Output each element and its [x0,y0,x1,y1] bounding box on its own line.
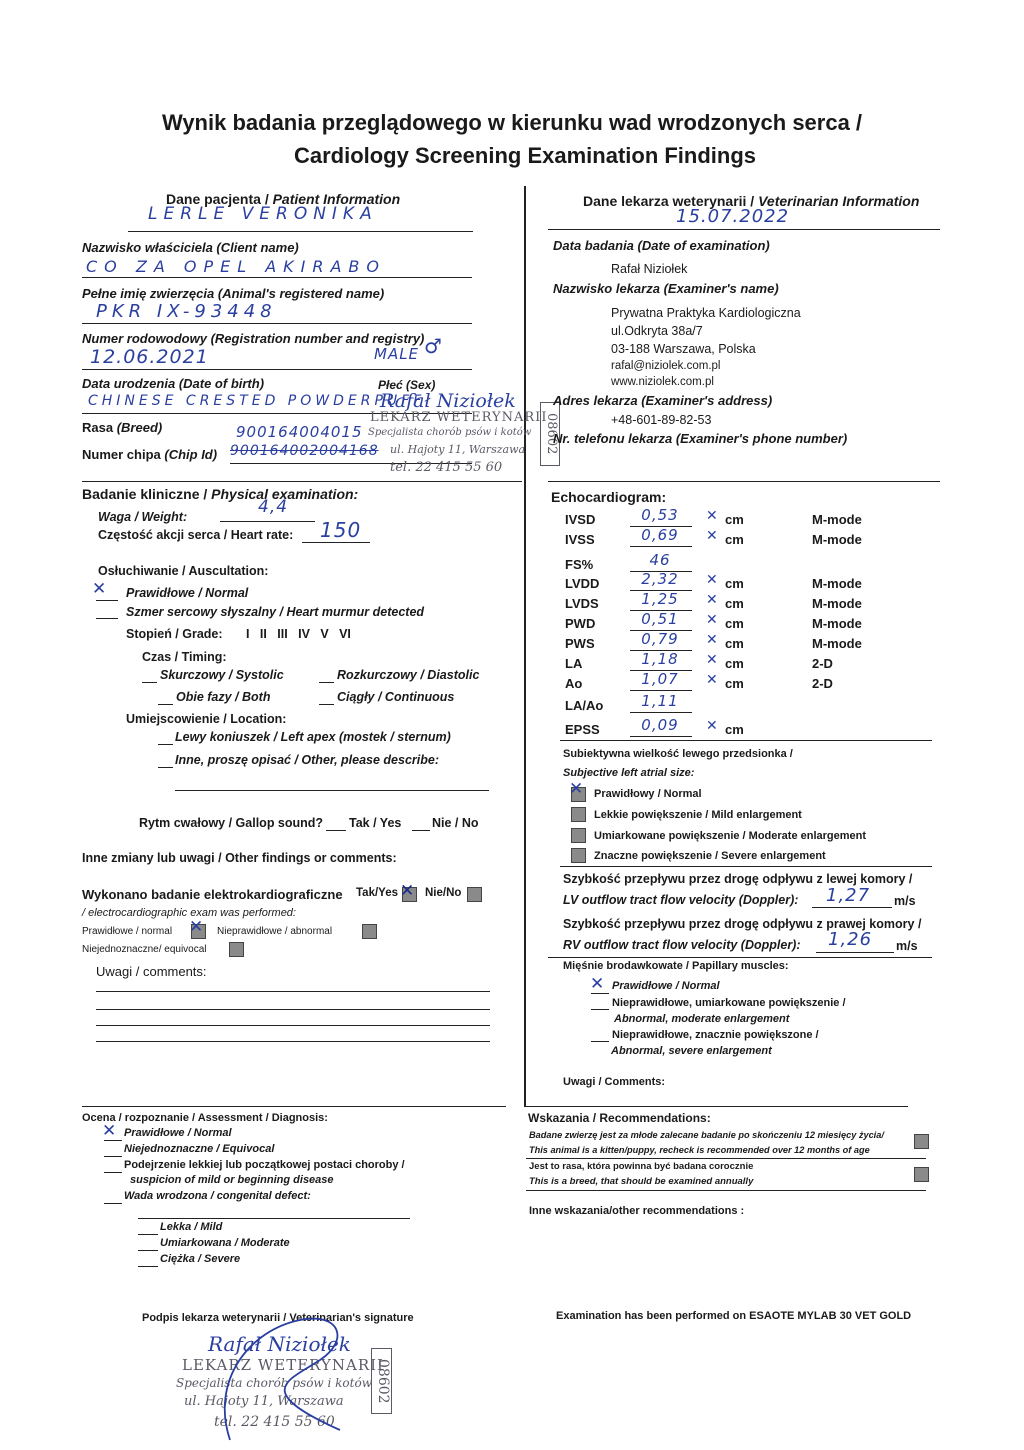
echo-label-epss: EPSS [565,722,600,737]
registered-name-value: PKR IX-93448 [96,301,277,322]
ecg-comment-line-4 [96,1041,490,1042]
device-note: Examination has been performed on ESAOTE MYLAB 30 VET GOLD [556,1310,912,1322]
gallop-yes-label: Tak / Yes [349,816,402,830]
gallop-no-blank [412,830,430,831]
examiner-website: www.niziolek.com.pl [611,376,714,388]
assessment-defect-line [138,1218,410,1219]
echo-unit: cm [725,676,744,691]
ecg-comments-label: Uwagi / comments: [96,964,207,979]
registration-line [82,369,472,370]
other-blank [158,767,173,768]
diastolic-blank [319,682,334,683]
location-label: Umiejscowienie / Location: [126,712,287,726]
exam-date-label: Data badania (Date of examination) [553,238,770,253]
recommend-annual-checkbox[interactable] [914,1167,929,1182]
echo-value-epss: 0,09 [641,716,679,734]
recommend-other-label: Inne wskazania/other recommendations : [529,1205,745,1217]
recommend-annual-line [526,1190,926,1191]
ecg-normal-label: Prawidłowe / normal [82,926,173,937]
continuous-label: Ciągły / Continuous [337,690,455,704]
pap-normal-check-mark: ✕ [590,974,605,994]
papillary-label: Mięśnie brodawkowate / Papillary muscles: [563,960,789,972]
pap-severe-blank [591,1041,609,1042]
echo-mode: 2-D [812,656,833,671]
la-size-label-pl: Subiektywna wielkość lewego przedsionka / [563,748,793,760]
defect-severe-label: Ciężka / Severe [160,1253,241,1265]
examiner-address-2: ul.Odkryta 38a/7 [611,324,703,338]
signature-scribble [190,1300,370,1450]
page-title-pl: Wynik badania przeglądowego w kierunku wad wrodzonych serca / [161,110,863,135]
ecg-comment-line-2 [96,1009,490,1010]
assessment-defect-label: Wada wrodzona / congenital defect: [124,1190,311,1202]
examiner-email: rafal@niziolek.com.pl [611,360,721,372]
ecg-normal-check-mark: ✕ [189,917,204,937]
echo-unit-check-mark: ✕ [706,612,718,628]
other-location-label: Inne, proszę opisać / Other, please describe: [175,753,439,767]
ecg-abnormal-label: Nieprawidłowe / abnormal [217,926,333,937]
sex-value: MALE [374,345,420,363]
ecg-no-label: Nie/No [425,887,462,899]
echo-unit-check-mark: ✕ [706,572,718,588]
pap-moderate-label-pl: Nieprawidłowe, umiarkowane powiększenie / [612,997,846,1009]
echo-label-laao: LA/Ao [565,698,604,713]
left-apex-blank [158,744,173,745]
examiner-address-1: Prywatna Praktyka Kardiologiczna [611,306,801,320]
breed-label: Rasa (Breed) [82,420,163,435]
physical-section-heading: Badanie kliniczne / Physical examination: [82,486,359,502]
echo-value-line [630,690,692,691]
heart-rate-label: Częstość akcji serca / Heart rate: [98,528,294,542]
client-name-line [82,277,472,278]
echo-mode: M-mode [812,636,862,651]
chip-value: 900164002004168 [230,443,379,459]
la-normal-label: Prawidłowy / Normal [594,788,702,800]
echo-label-pwd: PWD [565,616,596,631]
echo-value-lvdd: 2,32 [641,570,679,588]
ecg-equivocal-label: Niejednoznaczne/ equivocal [82,944,207,955]
left-apex-label: Lewy koniuszek / Left apex (mostek / sternum) [175,730,451,744]
echo-unit: cm [725,656,744,671]
echo-value-line [630,546,692,547]
sex-label: Płeć (Sex) [378,378,436,392]
rv-outflow-line [816,952,894,953]
pap-normal-label: Prawidłowe / Normal [612,980,720,992]
normal-blank [96,600,118,601]
echo-value-ivss: 0,69 [641,526,679,544]
echo-label-ivss: IVSS [565,532,595,547]
pap-moderate-label-en: Abnormal, moderate enlargement [614,1013,790,1025]
recommend-young-line [526,1158,926,1159]
echo-label-fs: FS% [565,557,594,572]
pap-severe-label-en: Abnormal, severe enlargement [611,1045,772,1057]
echo-value-pwd: 0,51 [641,610,679,628]
examiner-address-label: Adres lekarza (Examiner's address) [553,393,773,408]
weight-label: Waga / Weight: [98,510,188,524]
assessment-mild-blank [104,1172,122,1173]
systolic-label: Skurczowy / Systolic [160,668,284,682]
echo-unit: cm [725,596,744,611]
defect-moderate-blank [138,1250,158,1251]
defect-moderate-label: Umiarkowana / Moderate [160,1237,290,1249]
ecg-comment-line-1 [96,991,490,992]
echo-label-la: LA [565,656,583,671]
exam-date-value: 15.07.2022 [676,206,790,227]
la-severe-label: Znaczne powiększenie / Severe enlargement [594,850,826,862]
echo-mode: 2-D [812,676,833,691]
stamp-bottom: Rafał Niziołek LEKARZ WETERYNARII Specjalista chorób psów i kotów ul. Hajoty 11, Warszawa tel. 22 415 55 60 08602 [176,1332,391,1430]
ecg-performed-label-en: / electrocardiographic exam was performed: [82,907,296,919]
echo-value-line [630,712,692,713]
lv-outflow-label-en: LV outflow tract flow velocity (Doppler): [563,893,799,907]
echo-mode: M-mode [812,532,862,547]
diastolic-label: Rozkurczowy / Diastolic [337,668,480,682]
stamp-top: Rafał Niziołek LEKARZ WETERYNARII Specjalista chorób psów i kotów ul. Hajoty 11, Warszawa tel. 22 415 55 60 08602 [368,390,559,475]
la-normal-check-mark: ✕ [569,779,584,799]
echo-label-ivsd: IVSD [565,512,596,527]
ecg-equivocal-checkbox[interactable] [229,942,244,957]
assessment-normal-check-mark: ✕ [102,1121,117,1141]
continuous-blank [319,704,334,705]
recommend-annual-en: This is a breed, that should be examined annually [529,1176,754,1187]
murmur-blank [96,618,118,619]
assessment-top-line [82,1106,506,1107]
ecg-comment-line-3 [96,1025,490,1026]
heart-rate-value: 150 [320,518,362,542]
echo-label-ao: Ao [565,676,583,691]
la-mild-label: Lekkie powiększenie / Mild enlargement [594,809,802,821]
assessment-equivocal-blank [104,1156,122,1157]
ecg-performed-label: Wykonano badanie elektrokardiograficzne [82,887,343,902]
lv-outflow-unit: m/s [894,894,916,908]
echo-top-line [548,481,940,482]
lv-top-line [560,866,932,867]
examiner-phone: +48-601-89-82-53 [611,413,712,427]
defect-mild-label: Lekka / Mild [160,1221,223,1233]
papillary-top-line [548,957,932,958]
echo-mode: M-mode [812,616,862,631]
registration-value: 12.06.2021 [90,346,209,368]
ecg-abnormal-checkbox[interactable] [362,924,377,939]
normal-check-mark: ✕ [92,579,107,599]
lv-outflow-value: 1,27 [826,885,871,906]
gallop-no-label: Nie / No [432,816,479,830]
patient-name-value: LERLE VERONIKA [148,204,378,224]
examiner-phone-label: Nr. telefonu lekarza (Examiner's phone number) [553,431,848,446]
lv-outflow-line [812,907,892,908]
patient-name-line [128,231,473,232]
assessment-defect-blank [104,1203,122,1204]
physical-top-line [82,481,522,482]
gallop-yes-blank [326,830,346,831]
echo-mode: M-mode [812,512,862,527]
other-describe-line [175,790,489,791]
pap-severe-label-pl: Nieprawidłowe, znacznie powiększone / [612,1029,819,1041]
chip-label: Numer chipa (Chip Id) [82,447,218,462]
echo-unit-check-mark: ✕ [706,508,718,524]
echo-value-ao: 1,07 [641,670,679,688]
echo-unit: cm [725,512,744,527]
echo-mode: M-mode [812,596,862,611]
rv-outflow-label-en: RV outflow tract flow velocity (Doppler): [563,938,801,952]
echo-unit: cm [725,576,744,591]
center-divider [524,186,526,1106]
client-name-label: Nazwisko właściciela (Client name) [82,240,299,255]
echo-label-lvds: LVDS [565,596,599,611]
la-moderate-label: Umiarkowane powiększenie / Moderate enlargement [594,830,867,842]
other-findings-label: Inne zmiany lub uwagi / Other findings or comments: [82,851,397,865]
recommend-young-pl: Badane zwierzę jest za młode zalecane badanie po skończeniu 12 miesięcy życia/ [529,1130,884,1140]
systolic-blank [142,682,157,683]
echo-value-la: 1,18 [641,650,679,668]
la-mild-checkbox[interactable] [571,807,586,822]
defect-severe-blank [138,1266,158,1267]
echo-unit-check-mark: ✕ [706,528,718,544]
echo-unit-check-mark: ✕ [706,652,718,668]
registered-name-line [82,323,472,324]
echo-unit: cm [725,722,744,737]
echo-value-line [630,736,692,737]
assessment-normal-label: Prawidłowe / Normal [124,1127,232,1139]
echo-bottom-line [560,740,932,741]
rv-outflow-label-pl: Szybkość przepływu przez drogę odpływu z prawej komory / [563,917,922,931]
examiner-name: Rafał Niziołek [611,262,688,276]
chip-handwritten: 900164004015 [236,423,363,441]
assessment-mild-label-pl: Podejrzenie lekkiej lub początkowej postaci choroby / [124,1159,405,1171]
registered-name-label: Pełne imię zwierzęcia (Animal's registered name) [82,286,385,301]
echo-value-pws: 0,79 [641,630,679,648]
recommend-young-en: This animal is a kitten/puppy, recheck is recommended over 12 months of age [529,1145,870,1155]
echo-label-lvdd: LVDD [565,576,600,591]
la-severe-checkbox[interactable] [571,848,586,863]
exam-date-line [548,229,940,230]
client-name-value: CO ZA OPEL AKIRABO [86,257,386,276]
examiner-address-3: 03-188 Warszawa, Polska [611,342,756,356]
weight-line [220,521,315,522]
weight-value: 4,4 [258,497,289,517]
examiner-name-label: Nazwisko lekarza (Examiner's name) [553,281,779,296]
echo-value-lvds: 1,25 [641,590,679,608]
timing-label: Czas / Timing: [142,650,227,664]
recommendations-label: Wskazania / Recommendations: [528,1111,711,1125]
recommend-young-checkbox[interactable] [914,1134,929,1149]
la-size-label-en: Subjective left atrial size: [563,767,695,779]
echo-label-pws: PWS [565,636,595,651]
ecg-yes-check-mark: ✕ [400,881,415,901]
sex-male-symbol: ♂ [424,334,443,358]
grade-label: Stopień / Grade: [126,627,223,641]
assessment-label: Ocena / rozpoznanie / Assessment / Diagnosis: [82,1112,328,1124]
rv-outflow-unit: m/s [896,939,918,953]
murmur-label: Szmer sercowy słyszalny / Heart murmur detected [126,605,425,619]
echo-unit-check-mark: ✕ [706,718,718,734]
patient-section-heading: Dane pacjenta / Patient Information [166,191,401,207]
echo-comments-label: Uwagi / Comments: [563,1076,666,1088]
echo-unit: cm [725,532,744,547]
auscultation-label: Osłuchiwanie / Auscultation: [98,564,269,578]
gallop-label: Rytm cwałowy / Gallop sound? [139,816,324,830]
dob-label: Data urodzenia (Date of birth) [82,376,265,391]
vet-section-heading: Dane lekarza weterynarii / Veterinarian Information [583,193,920,209]
echo-section-heading: Echocardiogram: [551,489,667,505]
both-blank [158,704,173,705]
ecg-no-checkbox[interactable] [467,887,482,902]
pap-moderate-blank [591,1009,609,1010]
defect-mild-blank [138,1234,158,1235]
la-moderate-checkbox[interactable] [571,828,586,843]
echo-unit-check-mark: ✕ [706,632,718,648]
echo-unit-check-mark: ✕ [706,592,718,608]
assessment-mild-label-en: suspicion of mild or beginning disease [130,1174,334,1186]
echo-value-laao: 1,11 [641,692,679,710]
heart-rate-line [302,542,370,543]
echo-mode: M-mode [812,576,862,591]
grade-options: I II III IV V VI [246,627,351,641]
registration-label: Numer rodowodowy (Registration number and registry) [82,331,425,346]
signature-label: Podpis lekarza weterynarii / Veterinarian's signature [142,1312,414,1324]
echo-unit: cm [725,616,744,631]
recommendation-top-line [524,1106,908,1107]
assessment-equivocal-label: Niejednoznaczne / Equivocal [124,1143,275,1155]
echo-value-fs: 46 [649,551,671,569]
rv-outflow-value: 1,26 [828,929,873,950]
echo-unit: cm [725,636,744,651]
both-label: Obie fazy / Both [176,690,271,704]
normal-label: Prawidłowe / Normal [126,586,249,600]
breed-value: CHINESE CRESTED POWDERPUFF [88,393,426,409]
echo-unit-check-mark: ✕ [706,672,718,688]
echo-value-ivsd: 0,53 [641,506,679,524]
page-title-en: Cardiology Screening Examination Findings [293,143,757,168]
recommend-annual-pl: Jest to rasa, która powinna być badana corocznie [529,1161,754,1172]
lv-outflow-label-pl: Szybkość przepływu przez drogę odpływu z lewej komory / [563,872,913,886]
ecg-yes-label: Tak/Yes [356,887,398,899]
